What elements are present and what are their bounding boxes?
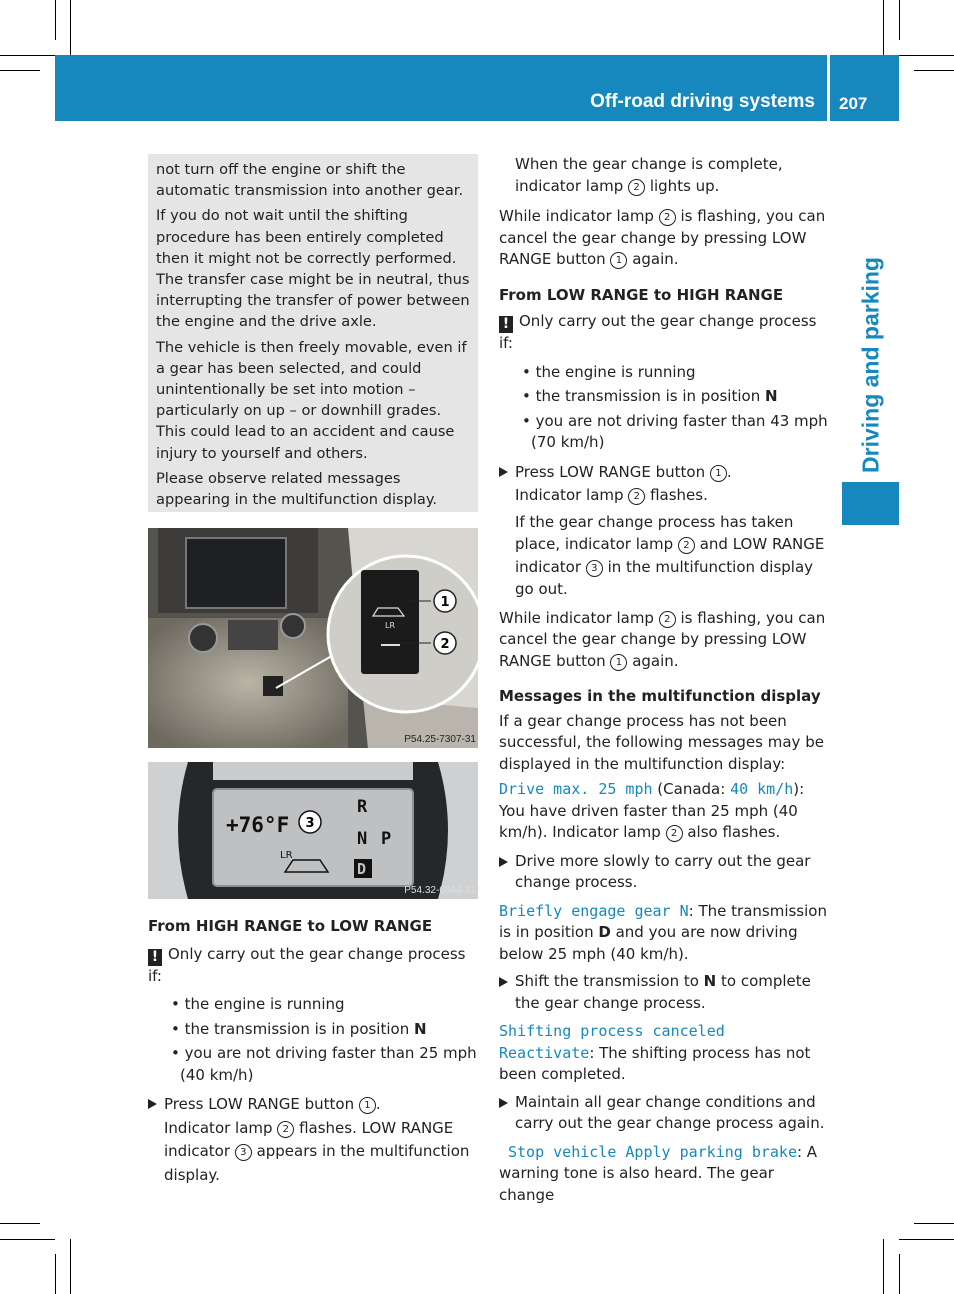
- section-heading: From HIGH RANGE to LOW RANGE: [148, 917, 433, 935]
- position-letter: N: [703, 972, 717, 990]
- list-item-text: you are not driving faster than 25 mph (40 km/h): [180, 1044, 477, 1084]
- list-item-text: you are not driving faster than 43 mph (70 km/h): [531, 411, 828, 451]
- callout-ref: 3: [586, 560, 603, 577]
- crop-mark: [914, 70, 954, 71]
- crop-mark: [899, 0, 900, 40]
- warning-icon: !: [148, 949, 162, 966]
- display-photo: [148, 762, 478, 899]
- list-item-text: the engine is running: [535, 362, 696, 381]
- message-entry: [499, 901, 831, 966]
- step-text: Press LOW RANGE button: [164, 1095, 359, 1113]
- callout-ref: 3: [235, 1144, 252, 1161]
- warning-paragraph: Please observe related messages appearing in the multifunction display.: [156, 469, 438, 509]
- step-arrow-icon: [499, 1098, 508, 1108]
- crop-mark: [899, 55, 954, 56]
- list-item-text: the transmission is in position: [184, 1019, 414, 1038]
- gear-letter: N: [357, 829, 368, 849]
- section-title: Off-road driving systems: [590, 91, 815, 112]
- step-text: flashes.: [645, 485, 708, 504]
- callout-ref: 2: [628, 179, 645, 196]
- list-item: • the transmission is in position N: [171, 1019, 427, 1038]
- step-text: Shift the transmission to: [515, 972, 704, 990]
- note: [148, 944, 478, 988]
- text: While indicator lamp: [499, 207, 659, 225]
- text: in the multifunction display go out.: [515, 557, 814, 598]
- text: is flashing, you can cancel the gear change by pressing LOW RANGE button: [499, 207, 826, 268]
- list-item-text: the transmission is in position: [535, 387, 765, 405]
- step-text: flashes. LOW RANGE indicator: [164, 1118, 454, 1160]
- step-text: Indicator lamp: [515, 485, 629, 504]
- crop-mark: [0, 1239, 55, 1240]
- step-text: .: [375, 1095, 381, 1113]
- step-arrow-icon: [499, 977, 508, 987]
- callout-ref: 1: [610, 654, 627, 671]
- warning-paragraph: not turn off the engine or shift the automatic transmission into another gear.: [156, 161, 464, 200]
- display-message: Briefly engage gear N: [499, 901, 689, 920]
- callout-ref: 1: [610, 252, 627, 269]
- text: again.: [627, 651, 679, 670]
- display-message: Reactivate: [499, 1043, 590, 1062]
- callout-ref: 2: [666, 825, 683, 842]
- position-letter: D: [598, 923, 611, 941]
- crop-mark: [55, 0, 56, 40]
- console-photo: [148, 528, 478, 748]
- paragraph: [499, 608, 831, 673]
- message-entry: [499, 1021, 831, 1086]
- instruction-step: [499, 461, 831, 507]
- cluster-illustration: [148, 762, 478, 899]
- text: ): You have driven faster than 25 mph (40 km/h). Indicator lamp: [499, 780, 805, 841]
- list-item: • the transmission is in position N: [522, 387, 778, 405]
- list-item: • the engine is running: [522, 362, 696, 381]
- text: and you are now driving below 25 mph (40 km/h).: [499, 923, 798, 963]
- step-text: Press LOW RANGE button: [515, 462, 710, 481]
- list-item: • the engine is running: [171, 995, 345, 1013]
- page-number: 207: [839, 94, 868, 113]
- callout-number: 3: [305, 816, 315, 831]
- display-message: Drive max. 25 mph: [499, 780, 653, 798]
- text: : A warning tone is also heard. The gear change: [499, 1142, 818, 1204]
- crop-mark: [883, 1239, 884, 1294]
- callout-ref: 2: [659, 611, 676, 628]
- paragraph: [499, 206, 831, 271]
- temperature-readout: +76°F: [226, 813, 290, 837]
- crop-mark: [70, 1239, 71, 1294]
- step-text: to complete the gear change process.: [515, 972, 811, 1012]
- crop-mark: [0, 55, 55, 56]
- section-heading: Messages in the multifunction display: [499, 687, 821, 705]
- paragraph: If a gear change process has not been successful, the following messages may be displayed in the multifunction display:: [499, 711, 824, 773]
- text: If the gear change process has taken place, indicator lamp: [515, 512, 794, 553]
- step-arrow-icon: [148, 1099, 157, 1109]
- crop-mark: [914, 1223, 954, 1224]
- message-entry: [499, 779, 831, 844]
- step-text: Indicator lamp: [164, 1118, 278, 1137]
- gear-letter: D: [357, 860, 367, 878]
- callout-ref: 2: [277, 1121, 294, 1138]
- step-text: .: [726, 462, 732, 481]
- text: also flashes.: [682, 823, 781, 841]
- step-arrow-icon: [499, 857, 508, 867]
- callout-ref: 2: [659, 209, 676, 226]
- lr-label: LR: [385, 621, 396, 630]
- text: is flashing, you can cancel the gear change by pressing LOW RANGE button: [499, 608, 826, 670]
- list-item: • you are not driving faster than 25 mph (40 km/h): [171, 1044, 477, 1084]
- note-text: Only carry out the gear change process if:: [148, 944, 466, 985]
- crop-mark: [70, 0, 71, 55]
- list-item-text: the engine is running: [184, 995, 345, 1013]
- position-letter: N: [413, 1019, 427, 1038]
- paragraph: [499, 511, 831, 601]
- text: (Canada:: [652, 780, 731, 798]
- figure-caption: P54.32-6644-31: [404, 885, 476, 896]
- step-text: Maintain all gear change conditions and carry out the gear change process again.: [515, 1092, 825, 1132]
- crop-mark: [899, 1239, 954, 1240]
- right-column: [499, 154, 831, 1206]
- page-header: [55, 55, 899, 121]
- display-message: 40 km/h: [730, 780, 794, 798]
- instruction-step: [499, 1092, 831, 1135]
- text: While indicator lamp: [499, 608, 659, 627]
- text: and LOW RANGE indicator: [515, 535, 825, 576]
- display-message: Stop vehicle Apply parking brake: [508, 1142, 797, 1161]
- warning-paragraph: If you do not wait until the shifting procedure has been entirely completed then it might not be correctly performed. The transfer case might be in neutral, thus interrupting the transfer of power between the engine and the drive axle.: [156, 207, 470, 331]
- section-heading: From LOW RANGE to HIGH RANGE: [499, 285, 784, 304]
- lr-indicator-label: LR: [280, 850, 293, 861]
- note-text: Only carry out the gear change process if:: [499, 312, 817, 352]
- display-message: Shifting process canceled: [499, 1022, 725, 1040]
- instruction-step: [499, 971, 831, 1014]
- position-letter: N: [764, 387, 778, 405]
- chapter-tab[interactable]: [842, 482, 899, 525]
- crop-mark: [883, 0, 884, 55]
- crop-mark: [55, 1254, 56, 1294]
- crop-mark: [0, 1223, 40, 1224]
- list-item: • you are not driving faster than 43 mph (70 km/h): [522, 411, 828, 451]
- text: lights up.: [645, 176, 720, 195]
- callout-ref: 2: [628, 488, 645, 505]
- figure-caption: P54.25-7307-31: [404, 734, 476, 745]
- callout-ref: 1: [359, 1097, 376, 1114]
- header-divider: [827, 55, 830, 121]
- callout-number: 1: [440, 595, 450, 610]
- callout-ref: 1: [710, 465, 727, 482]
- instruction-step: [499, 851, 831, 894]
- paragraph: [499, 154, 831, 197]
- crop-mark: [0, 70, 40, 71]
- message-entry: [499, 1142, 831, 1207]
- console-illustration: [148, 528, 478, 748]
- warning-icon: !: [499, 316, 513, 333]
- step-text: appears in the multifunction display.: [164, 1142, 470, 1184]
- callout-ref: 2: [678, 537, 695, 554]
- instruction-step: [148, 1093, 478, 1187]
- warning-paragraph: The vehicle is then freely movable, even if a gear has been selected, and could unintentionally be set into motion – particularly on up – or downhill grades. This could lead to an accident and cause injury to yourself and others.: [156, 338, 467, 462]
- chapter-label: Driving and parking: [857, 257, 884, 473]
- text: When the gear change is complete, indicator lamp: [515, 155, 783, 195]
- warning-box: [148, 154, 478, 512]
- left-column: [148, 916, 478, 1187]
- crop-mark: [899, 1254, 900, 1294]
- gear-letter: P: [381, 829, 392, 849]
- callout-number: 2: [440, 637, 450, 652]
- text: : The shifting process has not been completed.: [499, 1043, 811, 1083]
- note: [499, 311, 831, 355]
- gear-letter: R: [357, 797, 368, 817]
- step-arrow-icon: [499, 467, 508, 477]
- step-text: Drive more slowly to carry out the gear change process.: [515, 851, 811, 891]
- text: : The transmission is in position: [499, 901, 827, 941]
- text: again.: [627, 250, 679, 268]
